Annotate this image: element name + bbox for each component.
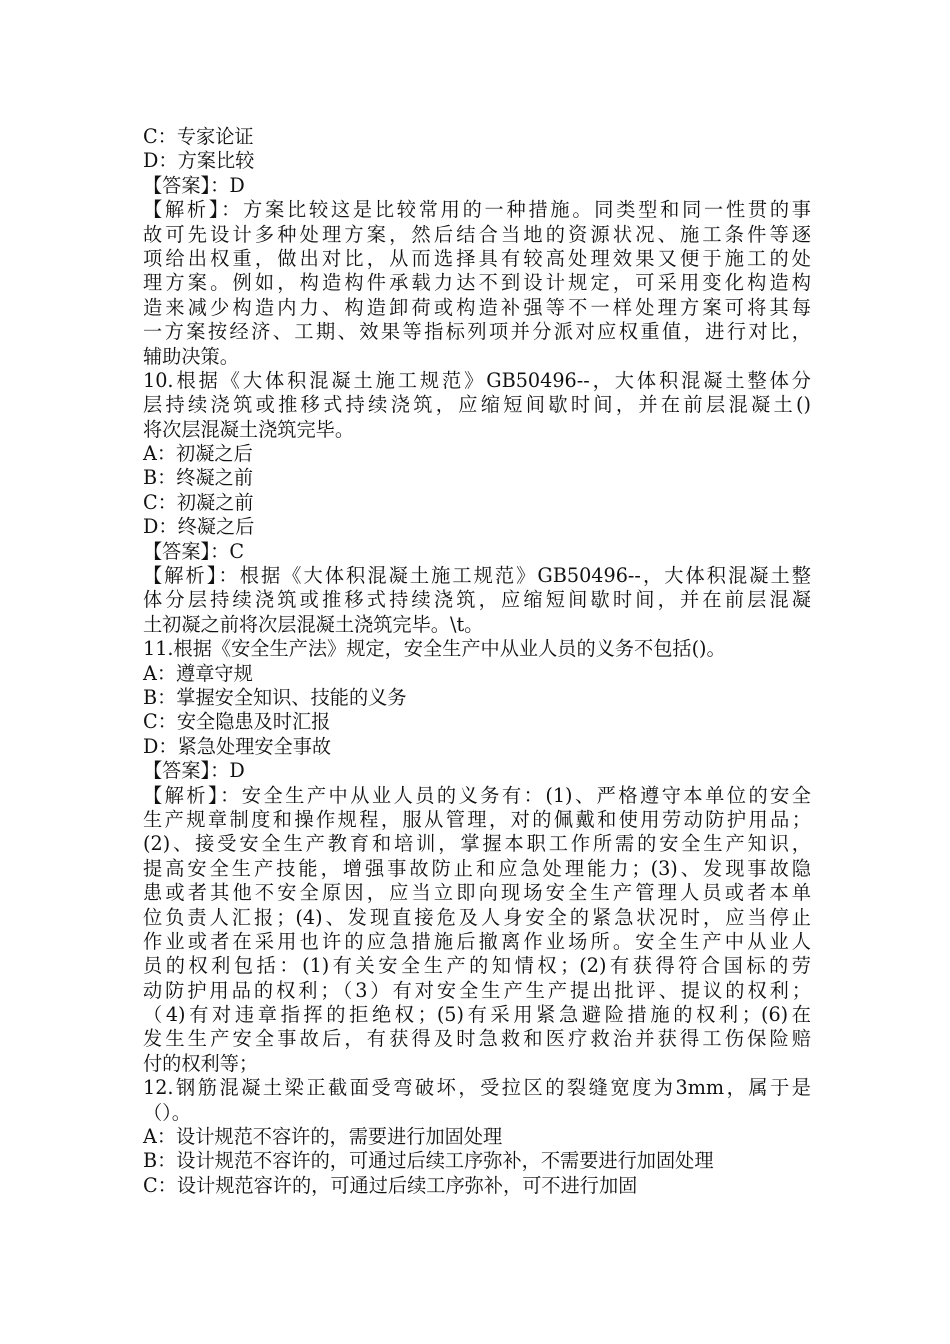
explanation-q9-line-3: 项给出权重，做出对比，从而选择具有较高处理效果又便于施工的处 <box>143 246 811 270</box>
document-page <box>143 125 811 1198</box>
explanation-q10-line-1: 【解析】：根据《大体积混凝土施工规范》GB50496--，大体积混凝土整 <box>143 564 811 588</box>
q10-option-d: D：终凝之后 <box>143 515 255 539</box>
explanation-q9-line-2: 故可先设计多种处理方案，然后结合当地的资源状况、施工条件等逐 <box>143 222 811 246</box>
q11-option-d: D：紧急处理安全事故 <box>143 734 332 758</box>
explanation-q11-line-5: 患或者其他不安全原因，应当立即向现场安全生产管理人员或者本单 <box>143 881 811 905</box>
question-10-line-3: 将次层混凝土浇筑完毕。 <box>143 417 355 441</box>
explanation-q10-line-2: 体分层持续浇筑或推移式持续浇筑，应缩短间歇时间，并在前层混凝 <box>143 588 811 612</box>
explanation-q9-line-1: 【解析】：方案比较这是比较常用的一种措施。同类型和同一性贯的事 <box>143 198 811 222</box>
q10-option-a: A：初凝之后 <box>143 442 253 466</box>
q12-option-c: C：设计规范容许的，可通过后续工序弥补，可不进行加固 <box>143 1173 638 1197</box>
option-c-expert-review: C：专家论证 <box>143 125 254 148</box>
q10-option-c: C：初凝之前 <box>143 490 254 514</box>
option-d-plan-comparison: D：方案比较 <box>143 149 255 173</box>
explanation-q11-line-2: 生产规章制度和操作规程，服从管理，对的佩戴和使用劳动防护用品； <box>143 807 811 831</box>
explanation-q11-line-6: 位负责人汇报；(4)、发现直接危及人身安全的紧急状况时，应当停止 <box>143 905 811 929</box>
q12-option-a: A：设计规范不容许的，需要进行加固处理 <box>143 1125 503 1149</box>
q11-option-b: B：掌握安全知识、技能的义务 <box>143 685 407 709</box>
q11-option-a: A：遵章守规 <box>143 661 253 685</box>
q11-option-c: C：安全隐患及时汇报 <box>143 710 331 734</box>
question-11: 11.根据《安全生产法》规定，安全生产中从业人员的义务不包括()。 <box>143 637 726 661</box>
answer-q10: 【答案】：C <box>143 539 245 563</box>
explanation-q11-line-10: （4)有对违章指挥的拒绝权；(5)有采用紧急避险措施的权利；(6)在 <box>143 1003 811 1027</box>
explanation-q9-line-7: 辅助决策。 <box>143 344 239 368</box>
q12-option-b: B：设计规范不容许的，可通过后续工序弥补，不需要进行加固处理 <box>143 1149 714 1173</box>
question-12-line-1: 12.钢筋混凝土梁正截面受弯破坏，受拉区的裂缝宽度为3mm，属于是 <box>143 1076 811 1100</box>
explanation-q11-line-3: (2)、接受安全生产教育和培训，掌握本职工作所需的安全生产知识， <box>143 832 811 856</box>
question-10-line-2: 层持续浇筑或推移式持续浇筑，应缩短间歇时间，并在前层混凝土() <box>143 393 811 417</box>
explanation-q11-line-1: 【解析】：安全生产中从业人员的义务有：(1)、严格遵守本单位的安全 <box>143 783 811 807</box>
explanation-q11-line-4: 提高安全生产技能，增强事故防止和应急处理能力；(3)、发现事故隐 <box>143 856 811 880</box>
explanation-q11-line-11: 发生生产安全事故后，有获得及时急救和医疗救治并获得工伤保险赔 <box>143 1027 811 1051</box>
explanation-q9-line-6: 一方案按经济、工期、效果等指标列项并分派对应权重值，进行对比， <box>143 320 811 344</box>
answer-q11: 【答案】：D <box>143 759 245 783</box>
explanation-q11-line-7: 作业或者在采用也许的应急措施后撤离作业场所。安全生产中从业人 <box>143 929 811 953</box>
explanation-q11-line-12: 付的权利等； <box>143 1051 259 1075</box>
explanation-q9-line-4: 理方案。例如，构造构件承载力达不到设计规定，可采用变化构造构 <box>143 271 811 295</box>
explanation-q9-line-5: 造来减少构造内力、构造卸荷或构造补强等不一样处理方案可将其每 <box>143 295 811 319</box>
q10-option-b: B：终凝之前 <box>143 466 254 490</box>
explanation-q10-line-3: 土初凝之前将次层混凝土浇筑完毕。\t。 <box>143 612 484 636</box>
explanation-q11-line-9: 动防护用品的权利；（3）有对安全生产生产提出批评、提议的权利； <box>143 978 811 1002</box>
explanation-q11-line-8: 员的权利包括：(1)有关安全生产的知情权；(2)有获得符合国标的劳 <box>143 954 811 978</box>
question-12-line-2: （）。 <box>143 1100 191 1124</box>
question-10-line-1: 10.根据《大体积混凝土施工规范》GB50496--，大体积混凝土整体分 <box>143 368 811 392</box>
answer-q9: 【答案】：D <box>143 173 245 197</box>
